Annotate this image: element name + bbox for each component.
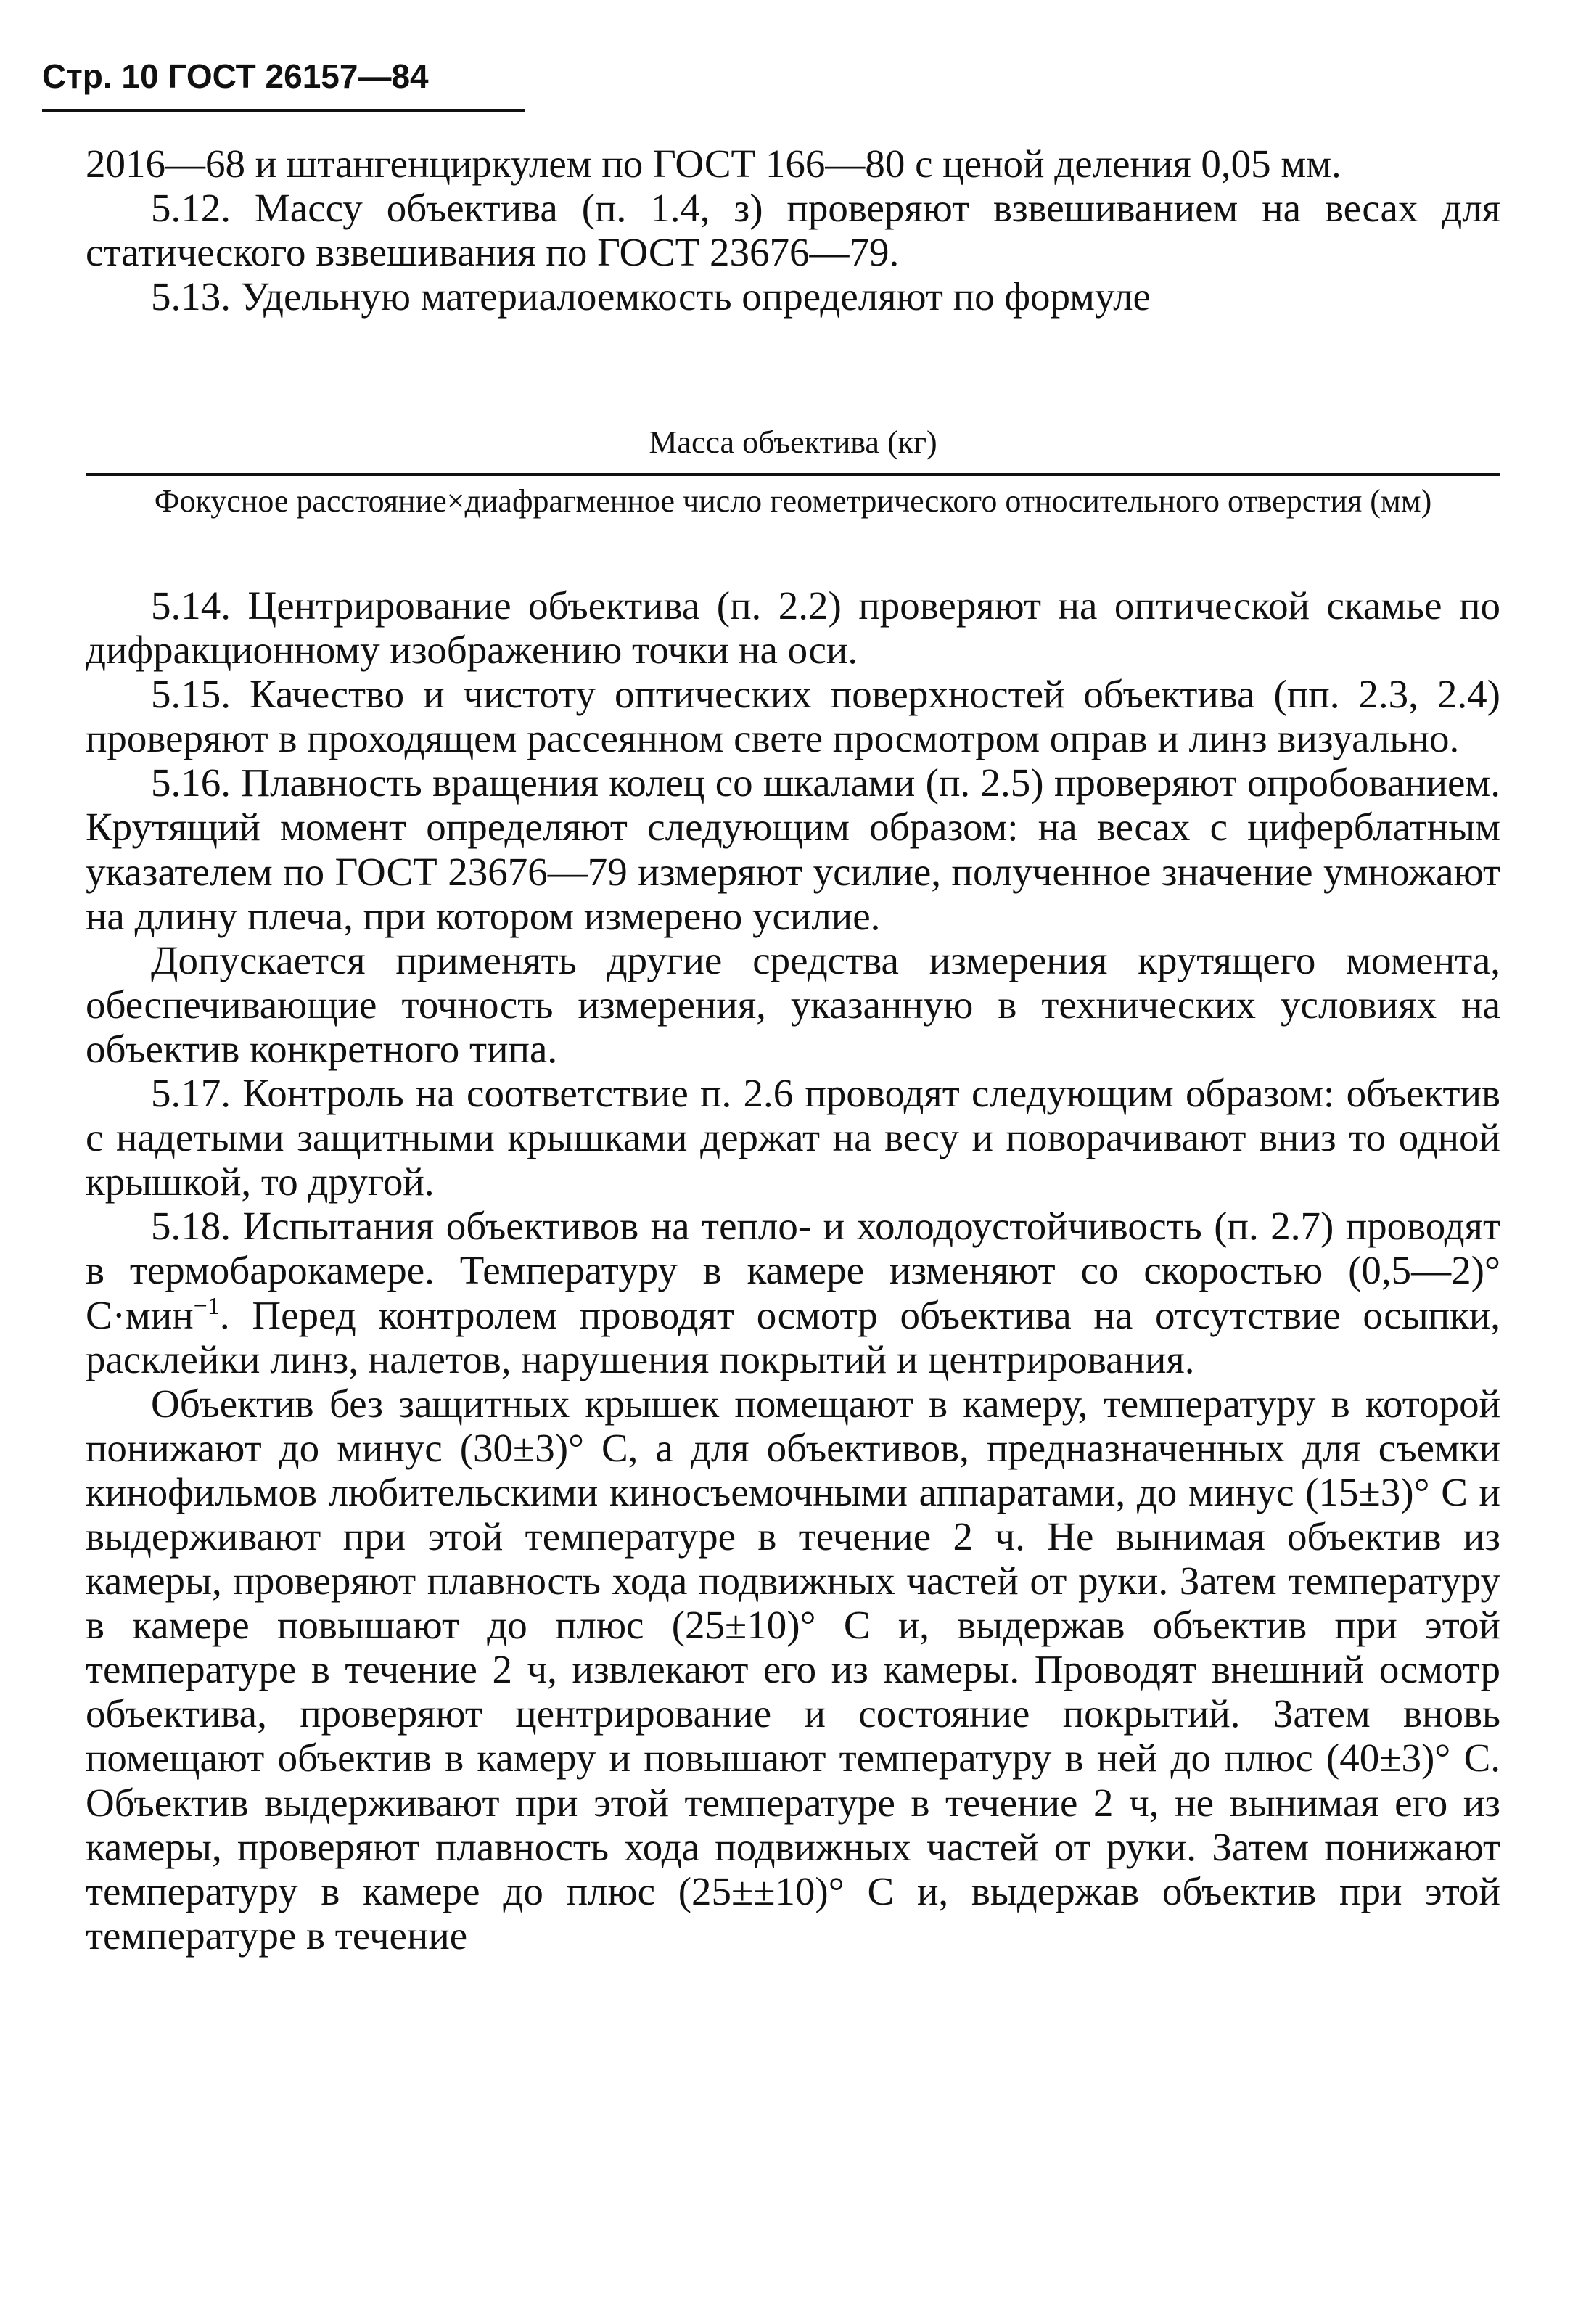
paragraph-5-16-extra: Допускается применять другие средства измерения крутящего момента, обеспечивающие точность измерения, указанную в технических условиях на объектив конкретного типа. bbox=[86, 937, 1500, 1071]
paragraph-5-18-extra: Объектив без защитных крышек помещают в камеру, температуру в которой понижают до минус (30±3)° С, а для объективов, предназначенных для съемки кинофильмов любительскими киносъемочными аппаратами, до минус (15±3)° С и выдерживают при этой температуре в течение 2 ч. Не вынимая объектив из камеры, проверяют плавность хода подвижных частей от руки. Затем температуру в камере повышают до плюс (25±10)° С и, выдержав объектив при этой температуре в течение 2 ч, извлекают его из камеры. Проводят внешний осмотр объектива, проверяют центрирование и состояние покрытий. Затем вновь помещают объектив в камеру и повышают температуру в ней до плюс (40±3)° С. Объектив выдерживают при этой температуре в течение 2 ч, не вынимая его из камеры, проверяют плавность хода подвижных частей от руки. Затем понижают температуру в камере до плюс (25±±10)° С и, выдержав объектив при этой температуре в течение bbox=[86, 1381, 1500, 1958]
header-underline bbox=[42, 109, 525, 112]
intro-block bbox=[86, 141, 1500, 319]
paragraph-5-18-text-b: . Перед контролем проводят осмотр объектива на отсутствие осыпки, расклейки линз, налетов, нарушения покрытий и центрирования. bbox=[86, 1292, 1500, 1381]
continuation-paragraph: 2016—68 и штангенциркулем по ГОСТ 166—80 с ценой деления 0,05 мм. bbox=[86, 141, 1341, 186]
paragraph-5-18-superscript: −1 bbox=[193, 1292, 220, 1320]
paragraph-5-15: 5.15. Качество и чистоту оптических поверхностей объектива (пп. 2.3, 2.4) проверяют в проходящем рассеянном свете просмотром оправ и линз визуально. bbox=[86, 672, 1500, 761]
fraction-bar bbox=[86, 473, 1500, 476]
paragraph-5-17: 5.17. Контроль на соответствие п. 2.6 проводят следующим образом: объектив с надетыми защитными крышками держат на весу и поворачивают вниз то одной крышкой, то другой. bbox=[86, 1071, 1500, 1204]
paragraph-5-16: 5.16. Плавность вращения колец со шкалами (п. 2.5) проверяют опробованием. Крутящий момент определяют следующим образом: на весах с циферблатным указателем по ГОСТ 23676—79 измеряют усилие, полученное значение умножают на длину плеча, при котором измерено усилие. bbox=[86, 760, 1500, 938]
formula-numerator: Масса объектива (кг) bbox=[649, 424, 937, 460]
paragraph-5-18 bbox=[86, 1204, 1500, 1381]
page-header bbox=[42, 57, 525, 115]
paragraph-5-18-text-a: 5.18. Испытания объективов на тепло- и холодоустойчивость (п. 2.7) проводят в термобарокамере. Температуру в камере изменяют со скоростью (0,5—2)° С·мин bbox=[86, 1204, 1500, 1337]
material-intensity-formula bbox=[86, 421, 1500, 520]
sections-block bbox=[86, 583, 1500, 1958]
formula-denominator: Фокусное расстояние×диафрагменное число геометрического относительного отверстия (мм) bbox=[154, 483, 1432, 519]
paragraph-5-13: 5.13. Удельную материалоемкость определяют по формуле bbox=[151, 274, 1151, 319]
page-label: Стр. 10 ГОСТ 26157—84 bbox=[42, 57, 429, 95]
paragraph-5-14: 5.14. Центрирование объектива (п. 2.2) проверяют на оптической скамье по дифракционному изображению точки на оси. bbox=[86, 583, 1500, 673]
paragraph-5-12: 5.12. Массу объектива (п. 1.4, з) проверяют взвешиванием на весах для статического взвешивания по ГОСТ 23676—79. bbox=[86, 186, 1500, 274]
